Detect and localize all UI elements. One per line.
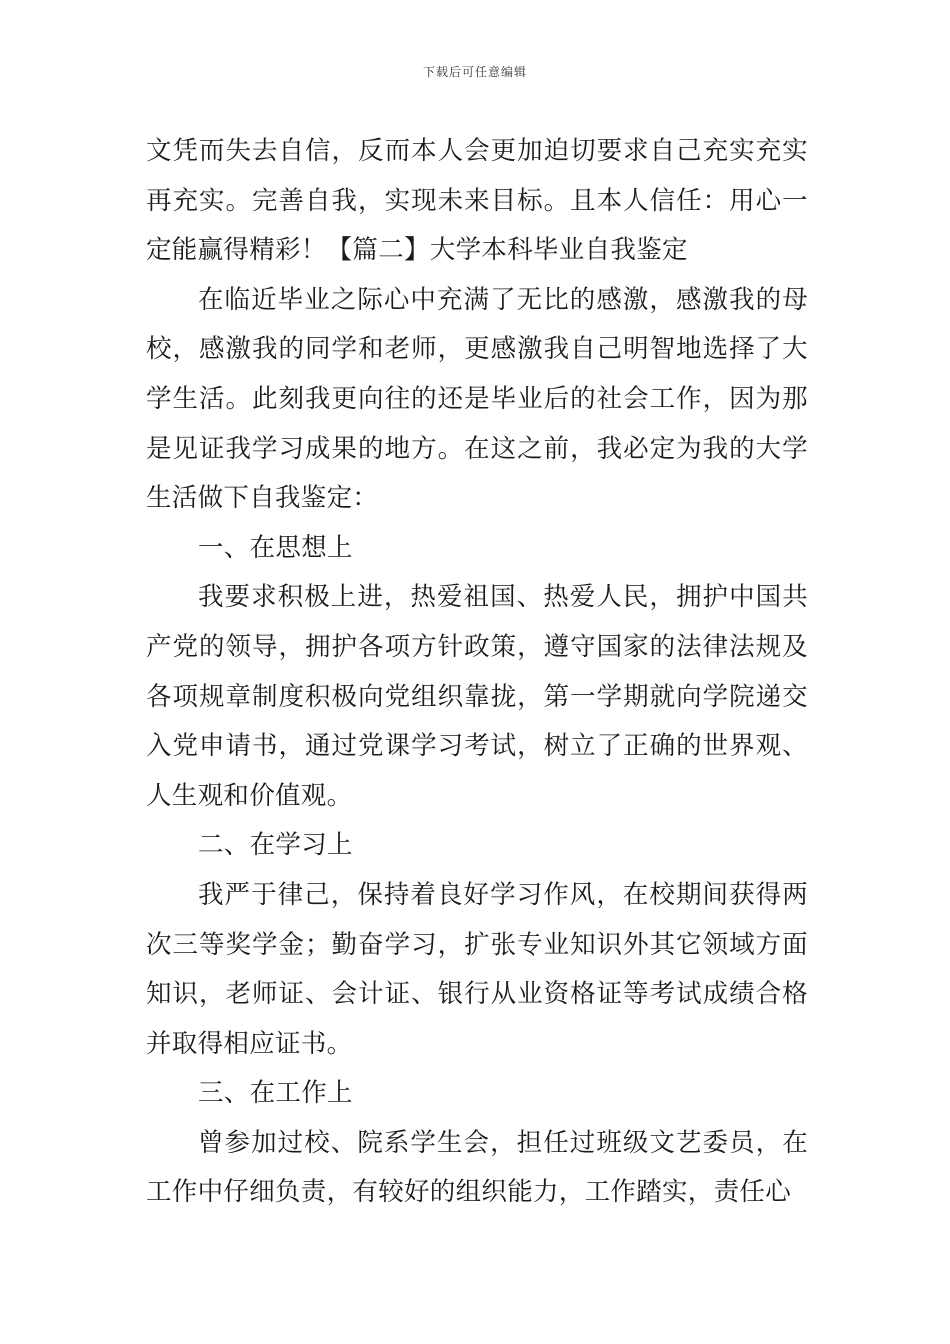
paragraph-continuation: 文凭而失去自信，反而本人会更加迫切要求自己充实充实再充实。完善自我，实现未来目标。且本人信任：用心一定能赢得精彩！【篇二】大学本科毕业自我鉴定 xyxy=(146,136,808,266)
page-header: 下载后可任意编辑 xyxy=(422,65,527,79)
section-heading-thought: 一、在思想上 xyxy=(198,532,353,563)
section-heading-work: 三、在工作上 xyxy=(198,1078,353,1109)
document-body xyxy=(146,127,808,1218)
paragraph: 我严于律己，保持着良好学习作风，在校期间获得两次三等奖学金；勤奋学习，扩张专业知识外其它领域方面知识，老师证、会计证、银行从业资格证等考试成绩合格并取得相应证书。 xyxy=(146,879,808,1059)
section-heading-study: 二、在学习上 xyxy=(198,830,353,861)
paragraph: 曾参加过校、院系学生会，担任过班级文艺委员，在工作中仔细负责，有较好的组织能力，工作踏实，责任心 xyxy=(146,1127,808,1208)
paragraph: 我要求积极上进，热爱祖国、热爱人民，拥护中国共产党的领导，拥护各项方针政策，遵守国家的法律法规及各项规章制度积极向党组织靠拢，第一学期就向学院递交入党申请书，通过党课学习考试，树立了正确的世界观、人生观和价值观。 xyxy=(146,582,808,811)
paragraph: 在临近毕业之际心中充满了无比的感激，感激我的母校，感激我的同学和老师，更感激我自己明智地选择了大学生活。此刻我更向往的还是毕业后的社会工作，因为那是见证我学习成果的地方。在这之前，我必定为我的大学生活做下自我鉴定： xyxy=(146,284,808,514)
